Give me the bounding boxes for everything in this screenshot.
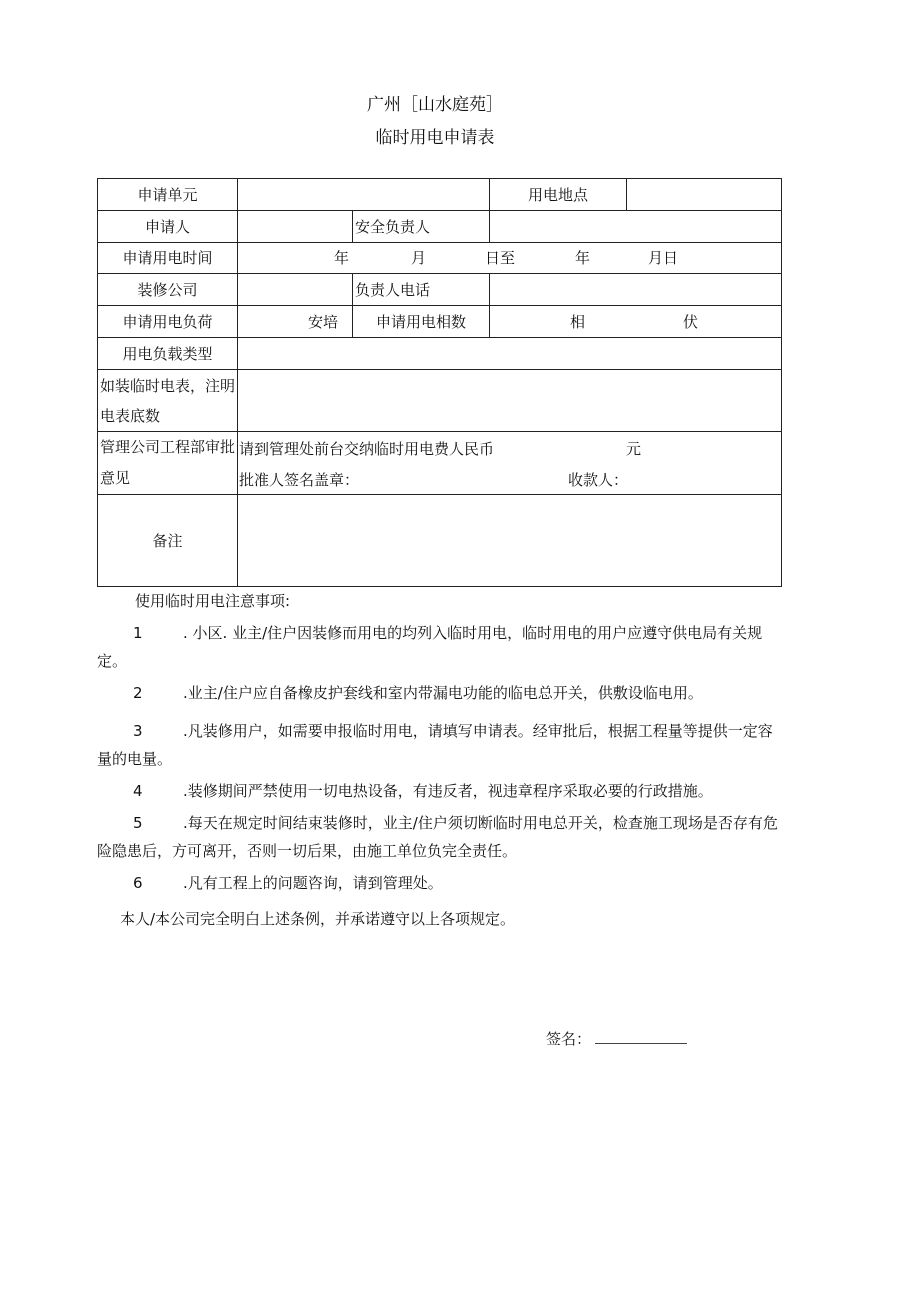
meter-reading-label: 如装临时电表，注明电表底数 xyxy=(98,370,238,432)
time-month-day-end: 月日 xyxy=(648,249,679,267)
notes-item: 5 .每天在规定时间结束装修时，业主/住户须切断临时用电总开关，检查施工现场是否存有危险隐患后，方可离开，否则一切后果，由施工单位负完全责任。 xyxy=(97,814,778,860)
phone-label: 负责人电话 xyxy=(353,274,490,306)
signature-label: 签名： xyxy=(546,1030,592,1048)
notes-item: 4 .装修期间严禁使用一切电热设备，有违反者，视违章程序采取必要的行政措施。 xyxy=(133,782,713,800)
safety-officer-label: 安全负责人 xyxy=(353,211,490,243)
unit-field[interactable] xyxy=(238,179,490,211)
unit-label: 申请单元 xyxy=(98,179,238,211)
approval-fee-text: 请到管理处前台交纳临时用电费人民币 xyxy=(239,440,495,458)
remark-label: 备注 xyxy=(98,495,238,587)
load-type-field[interactable] xyxy=(238,338,782,370)
notes-item: 3 .凡装修用户，如需要申报临时用电，请填写申请表。经审批后，根据工程量等提供一定容量的电量。 xyxy=(97,722,773,768)
time-year-start: 年 xyxy=(334,249,350,267)
phase-label: 申请用电相数 xyxy=(353,306,490,338)
time-label: 申请用电时间 xyxy=(98,243,238,274)
load-type-label: 用电负载类型 xyxy=(98,338,238,370)
commitment-statement: 本人/本公司完全明白上述条例，并承诺遵守以上各项规定。 xyxy=(120,910,516,928)
approver-signature-label: 批准人签名盖章： xyxy=(239,471,360,489)
time-year-end: 年 xyxy=(575,249,591,267)
page-title-line1: 广州［山水庭苑］ xyxy=(367,95,503,115)
time-field[interactable] xyxy=(238,243,782,274)
location-label: 用电地点 xyxy=(490,179,627,211)
application-form-table xyxy=(97,178,782,587)
location-field[interactable] xyxy=(627,179,782,211)
time-day-to: 日至 xyxy=(485,249,516,267)
load-unit: 安培 xyxy=(238,306,353,338)
time-month-start: 月 xyxy=(411,249,427,267)
notes-header: 使用临时用电注意事项: xyxy=(135,592,291,610)
page-title-line2: 临时用电申请表 xyxy=(375,128,495,148)
approval-label: 管理公司工程部审批意见 xyxy=(98,432,238,495)
approval-yuan: 元 xyxy=(626,440,642,458)
applicant-field[interactable] xyxy=(238,211,353,243)
phase-unit: 相 xyxy=(570,313,586,331)
approval-field xyxy=(238,432,782,495)
notes-item: 6 .凡有工程上的问题咨询，请到管理处。 xyxy=(133,874,443,892)
remark-field[interactable] xyxy=(238,495,782,587)
load-label: 申请用电负荷 xyxy=(98,306,238,338)
notes-item: 2 .业主/住户应自备橡皮护套线和室内带漏电功能的临电总开关，供敷设临电用。 xyxy=(133,684,703,702)
meter-reading-field[interactable] xyxy=(238,370,782,432)
safety-officer-field[interactable] xyxy=(490,211,782,243)
notes-item: 1 . 小区. 业主/住户因装修而用电的均列入临时用电，临时用电的用户应遵守供电局有关规定。 xyxy=(97,624,763,670)
notes-section xyxy=(97,587,785,933)
signature-line[interactable] xyxy=(595,1029,687,1044)
applicant-label: 申请人 xyxy=(98,211,238,243)
volt-unit: 伏 xyxy=(683,313,699,331)
phone-field[interactable] xyxy=(490,274,782,306)
payee-label: 收款人： xyxy=(568,471,629,489)
company-label: 装修公司 xyxy=(98,274,238,306)
signature-area xyxy=(546,1028,687,1049)
phase-field[interactable] xyxy=(490,306,782,338)
company-field[interactable] xyxy=(238,274,353,306)
